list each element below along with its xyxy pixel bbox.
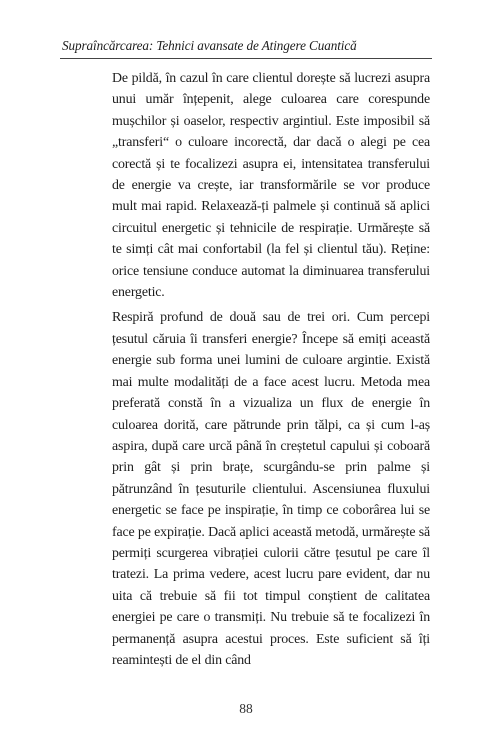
page-number: 88 — [239, 701, 253, 716]
paragraph: De pildă, în cazul în care clientul dorește să lucrezi asupra unui umăr înțepenit, alege culoarea care corespunde mușchilor și oaselor, respectiv argintiul. Este imposibil să „transferi“ o culoare incorectă, dar dacă o alegi pe cea corectă și te focalizezi asupra ei, intensitatea transferului de energie va crește, iar transformările se vor produce mult mai rapid. Relaxează-ți palmele și continuă să aplici circuitul energetic și tehnicile de respirație. Urmărește să te simți cât mai confortabil (la fel și clientul tău). Reține: orice tensiune conduce automat la diminuarea transferului energetic. — [112, 71, 430, 301]
body-text — [112, 68, 430, 671]
running-header: Supraîncărcarea: Tehnici avansate de Atingere Cuantică — [62, 38, 357, 53]
header-divider — [60, 58, 432, 59]
paragraph: Respiră profund de două sau de trei ori. Cum percepi țesutul căruia îi transferi energie? Începe să emiți această energie sub forma unei lumini de culoare argintie. Există mai multe modalități de a face acest lucru. Metoda mea preferată constă în a vizualiza un flux de energie în culoarea dorită, care pătrunde prin tălpi, ca și cum l-aș aspira, după care urcă până în creștetul capului și coboară prin gât și prin brațe, scurgându-se prin palme și pătrunzând în țesuturile clientului. Ascensiunea fluxului energetic se face pe inspirație, în timp ce coborârea lui se face pe expirație. Dacă aplici această metodă, urmărește să permiți scurgerea vibrației culorii către țesutul pe care îl tratezi. La prima vedere, acest lucru pare evident, dar nu uita că trebuie să fii tot timpul conștient de calitatea energiei pe care o transmiți. Nu trebuie să te focalizezi în permanență asupra acestui proces. Este suficient să îți reamintești de el din când — [112, 310, 430, 668]
